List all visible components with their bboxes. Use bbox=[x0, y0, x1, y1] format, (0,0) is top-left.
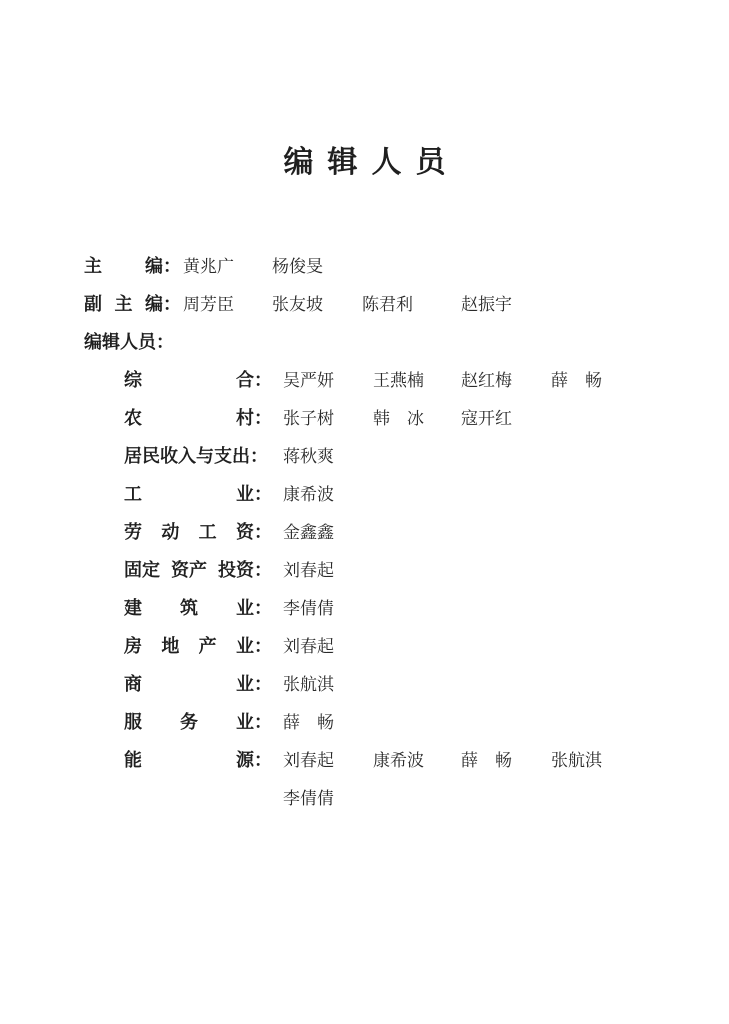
person-name: 刘春起 bbox=[283, 751, 334, 771]
section-row bbox=[124, 749, 624, 773]
title-char: 辑 bbox=[327, 145, 358, 180]
person-name: 薛 畅 bbox=[551, 371, 602, 391]
person-name: 薛 畅 bbox=[283, 713, 334, 733]
label-part: 商 bbox=[124, 674, 142, 695]
label-part: 编： bbox=[145, 294, 181, 315]
person-name: 陈君利 bbox=[362, 295, 413, 315]
title-char: 人 bbox=[371, 145, 402, 180]
label-part: 村： bbox=[236, 408, 272, 429]
label-part: 筑 bbox=[180, 598, 198, 619]
person-name: 杨俊旻 bbox=[272, 257, 323, 277]
person-name: 薛 畅 bbox=[461, 751, 512, 771]
person-name: 赵振宇 bbox=[461, 295, 512, 315]
section-label bbox=[124, 369, 272, 393]
label-part: 主 bbox=[84, 256, 102, 277]
person-name: 李倩倩 bbox=[283, 599, 334, 619]
label-part: 动 bbox=[161, 522, 180, 543]
label-part: 工 bbox=[124, 484, 142, 505]
section-label bbox=[124, 483, 272, 507]
person-name: 金鑫鑫 bbox=[283, 523, 334, 543]
label-part: 农 bbox=[124, 408, 142, 429]
section-row bbox=[124, 673, 624, 697]
label-part: 业： bbox=[236, 598, 272, 619]
editors-heading: 编辑人员： bbox=[84, 332, 174, 353]
label-part: 综 bbox=[124, 370, 142, 391]
section-label bbox=[124, 445, 272, 469]
label-part: 能 bbox=[124, 750, 142, 771]
person-name: 刘春起 bbox=[283, 561, 334, 581]
person-name: 张航淇 bbox=[283, 675, 334, 695]
label-part: 副 bbox=[84, 294, 102, 315]
section-row bbox=[124, 597, 624, 621]
label-part: 投资： bbox=[218, 560, 272, 581]
person-name: 周芳臣 bbox=[183, 295, 234, 315]
chief-editor-row bbox=[84, 255, 604, 279]
label-part: 房 bbox=[124, 636, 142, 657]
label-part: 产 bbox=[198, 636, 217, 657]
person-name: 张友坡 bbox=[272, 295, 323, 315]
person-name: 黄兆广 bbox=[183, 257, 234, 277]
section-row bbox=[124, 445, 624, 469]
section-row bbox=[124, 521, 624, 545]
section-label bbox=[124, 635, 272, 659]
section-row bbox=[124, 369, 624, 393]
label-part: 地 bbox=[161, 636, 180, 657]
label-part: 资产 bbox=[171, 560, 207, 581]
section-row bbox=[124, 483, 624, 507]
person-name: 李倩倩 bbox=[283, 789, 334, 809]
section-row bbox=[124, 407, 624, 431]
person-name: 王燕楠 bbox=[373, 371, 424, 391]
page-title bbox=[0, 143, 729, 183]
section-label bbox=[124, 673, 272, 697]
person-name: 寇开红 bbox=[461, 409, 512, 429]
label-part: 业： bbox=[235, 636, 272, 657]
person-name: 张子树 bbox=[283, 409, 334, 429]
label-part: 固定 bbox=[124, 560, 160, 581]
label-part: 源： bbox=[236, 750, 272, 771]
label-part: 工 bbox=[198, 522, 217, 543]
title-char: 员 bbox=[415, 145, 446, 180]
label-part: 服 bbox=[124, 712, 142, 733]
person-name: 康希波 bbox=[283, 485, 334, 505]
section-label bbox=[124, 711, 272, 735]
section-label bbox=[124, 521, 272, 545]
label-part: 务 bbox=[180, 712, 198, 733]
editors-heading-row bbox=[84, 331, 284, 355]
chief-editor-label bbox=[84, 255, 181, 279]
section-row bbox=[124, 711, 624, 735]
person-name: 张航淇 bbox=[551, 751, 602, 771]
person-name: 韩 冰 bbox=[373, 409, 424, 429]
label-part: 资： bbox=[235, 522, 272, 543]
label-part: 业： bbox=[236, 484, 272, 505]
label-part: 劳 bbox=[124, 522, 142, 543]
label-part: 主 bbox=[114, 294, 133, 315]
section-label bbox=[124, 407, 272, 431]
person-name: 刘春起 bbox=[283, 637, 334, 657]
section-label bbox=[124, 597, 272, 621]
person-name: 康希波 bbox=[373, 751, 424, 771]
person-name: 吴严妍 bbox=[283, 371, 334, 391]
person-name: 蒋秋爽 bbox=[283, 447, 334, 467]
label-part: 建 bbox=[124, 598, 142, 619]
person-name: 赵红梅 bbox=[461, 371, 512, 391]
label-part: 编： bbox=[145, 256, 181, 277]
label-part: 业： bbox=[236, 712, 272, 733]
deputy-editor-label bbox=[84, 293, 181, 317]
section-row bbox=[124, 635, 624, 659]
section-label bbox=[124, 559, 272, 583]
label-part: 业： bbox=[236, 674, 272, 695]
label-part: 居民收入与支出： bbox=[124, 446, 268, 467]
section-row bbox=[124, 559, 624, 583]
continuation-row bbox=[283, 787, 483, 811]
label-part: 合： bbox=[236, 370, 272, 391]
section-label bbox=[124, 749, 272, 773]
title-char: 编 bbox=[283, 145, 314, 180]
deputy-editor-row bbox=[84, 293, 604, 317]
